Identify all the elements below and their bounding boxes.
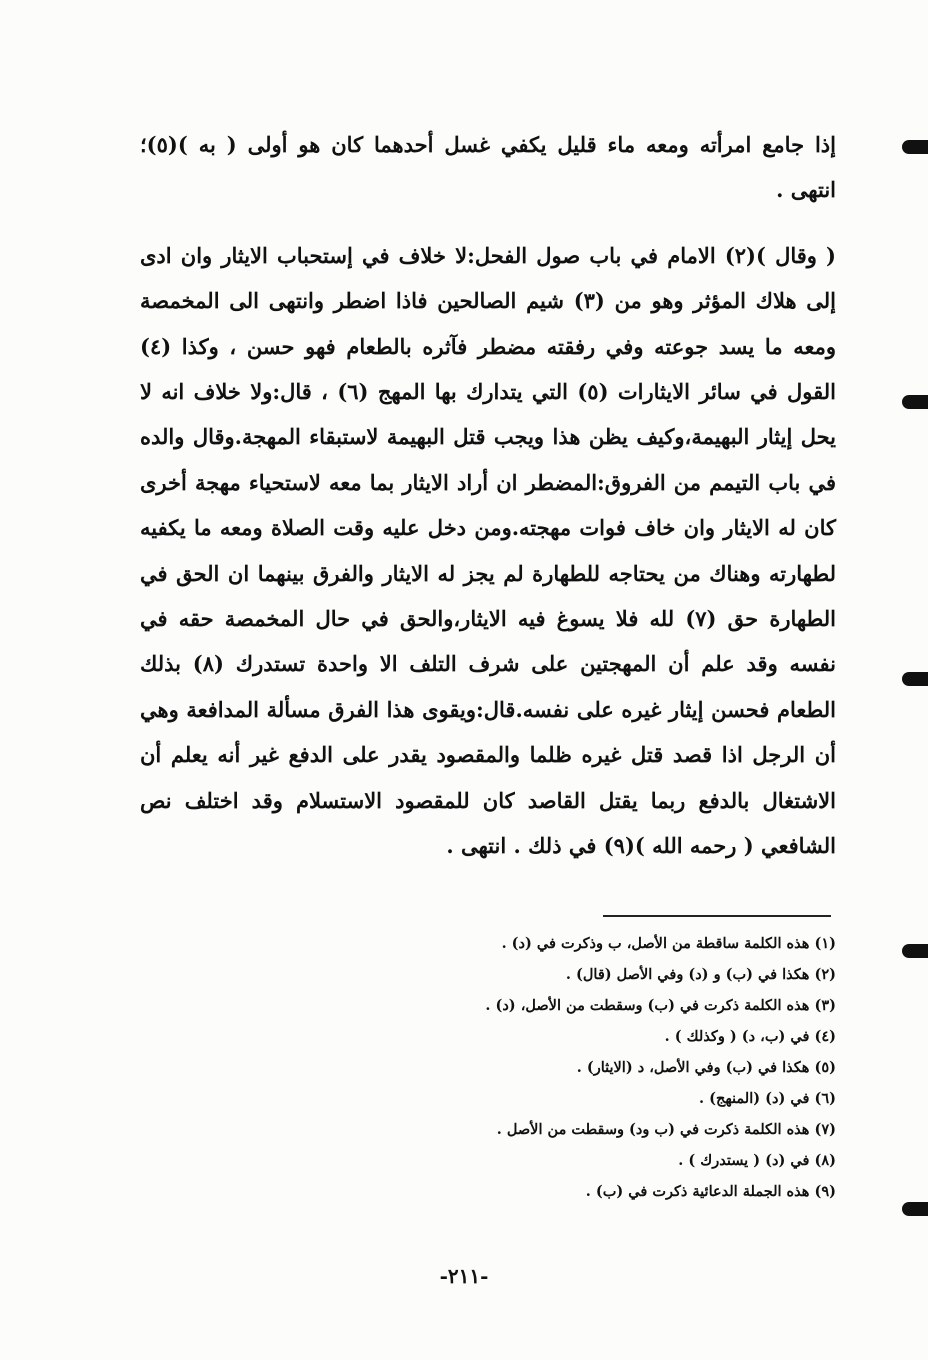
binding-mark bbox=[902, 140, 928, 154]
footnote-separator bbox=[603, 915, 831, 917]
footnote-3: (٣) هذه الكلمة ذكرت في (ب) وسقطت من الأصل، (د) . bbox=[485, 997, 836, 1014]
binding-mark bbox=[902, 944, 928, 958]
footnote-2: (٢) هكذا في (ب) و (د) وفي الأصل (قال) . bbox=[565, 966, 836, 983]
footnote-1: (١) هذه الكلمة ساقطة من الأصل، ب وذكرت في (د) . bbox=[501, 935, 836, 952]
footnote-7: (٧) هذه الكلمة ذكرت في (ب ود) وسقطت من الأصل . bbox=[496, 1121, 836, 1138]
footnote-5: (٥) هكذا في (ب) وفي الأصل، د (الايثار) . bbox=[576, 1059, 836, 1076]
page-number: -٢١١- bbox=[439, 1264, 489, 1288]
footnote-4: (٤) في (ب، د) ( وكذلك ) . bbox=[664, 1028, 836, 1045]
binding-mark bbox=[902, 395, 928, 409]
footnotes bbox=[316, 928, 836, 1207]
footnote-8: (٨) في (د) ( يستدرك ) . bbox=[678, 1152, 836, 1169]
footnote-9: (٩) هذه الجملة الدعائية ذكرت في (ب) . bbox=[585, 1183, 836, 1200]
footnote-6: (٦) في (د) (المنهج) . bbox=[699, 1090, 836, 1107]
main-text bbox=[140, 122, 836, 869]
paragraph-1: إذا جامع امرأته ومعه ماء قليل يكفي غسل أحدهما كان هو أولى ( به )(٥)؛ انتهى . bbox=[140, 132, 836, 203]
paragraph-2: ( وقال )(٢) الامام في باب صول الفحل:لا خلاف في إستحباب الايثار وان ادى إلى هلاك المؤثر وهو من (٣) شيم الصالحين فاذا اضطر وانتهى الى المخمصة ومعه ما يسد جوعته وفي رفقته مضطر فآثره بالطعام فهو حسن ، وكذا (٤) القول في سائر الايثارات (٥) التي يتدارك بها المهج (٦) ، قال:ولا خلاف انه لا يحل إيثار البهيمة،وكيف يظن هذا ويجب قتل البهيمة لاستبقاء المهجة.وقال والده في باب التيمم من الفروق:المضطر ان أراد الايثار بما معه لاستحياء مهجة أخرى كان له الايثار وان خاف فوات مهجته.ومن دخل عليه وقت الصلاة ومعه ما يكفيه لطهارته وهناك من يحتاجه للطهارة لم يجز له الايثار والفرق بينهما ان الحق في الطهارة حق (٧) لله فلا يسوغ فيه الايثار،والحق في حال المخمصة حقه في نفسه وقد علم أن المهجتين على شرف التلف الا واحدة تستدرك (٨) بذلك الطعام فحسن إيثار غيره على نفسه.قال:ويقوى هذا الفرق مسألة المدافعة وهي أن الرجل اذا قصد قتل غيره ظلما والمقصود يقدر على الدفع غير أنه يعلم أن الاشتغال بالدفع ربما يقتل القاصد كان للمقصود الاستسلام وقد اختلف نص الشافعي ( رحمه الله )(٩) في ذلك . انتهى . bbox=[140, 242, 837, 859]
binding-mark bbox=[902, 672, 928, 686]
binding-mark bbox=[902, 1202, 928, 1216]
